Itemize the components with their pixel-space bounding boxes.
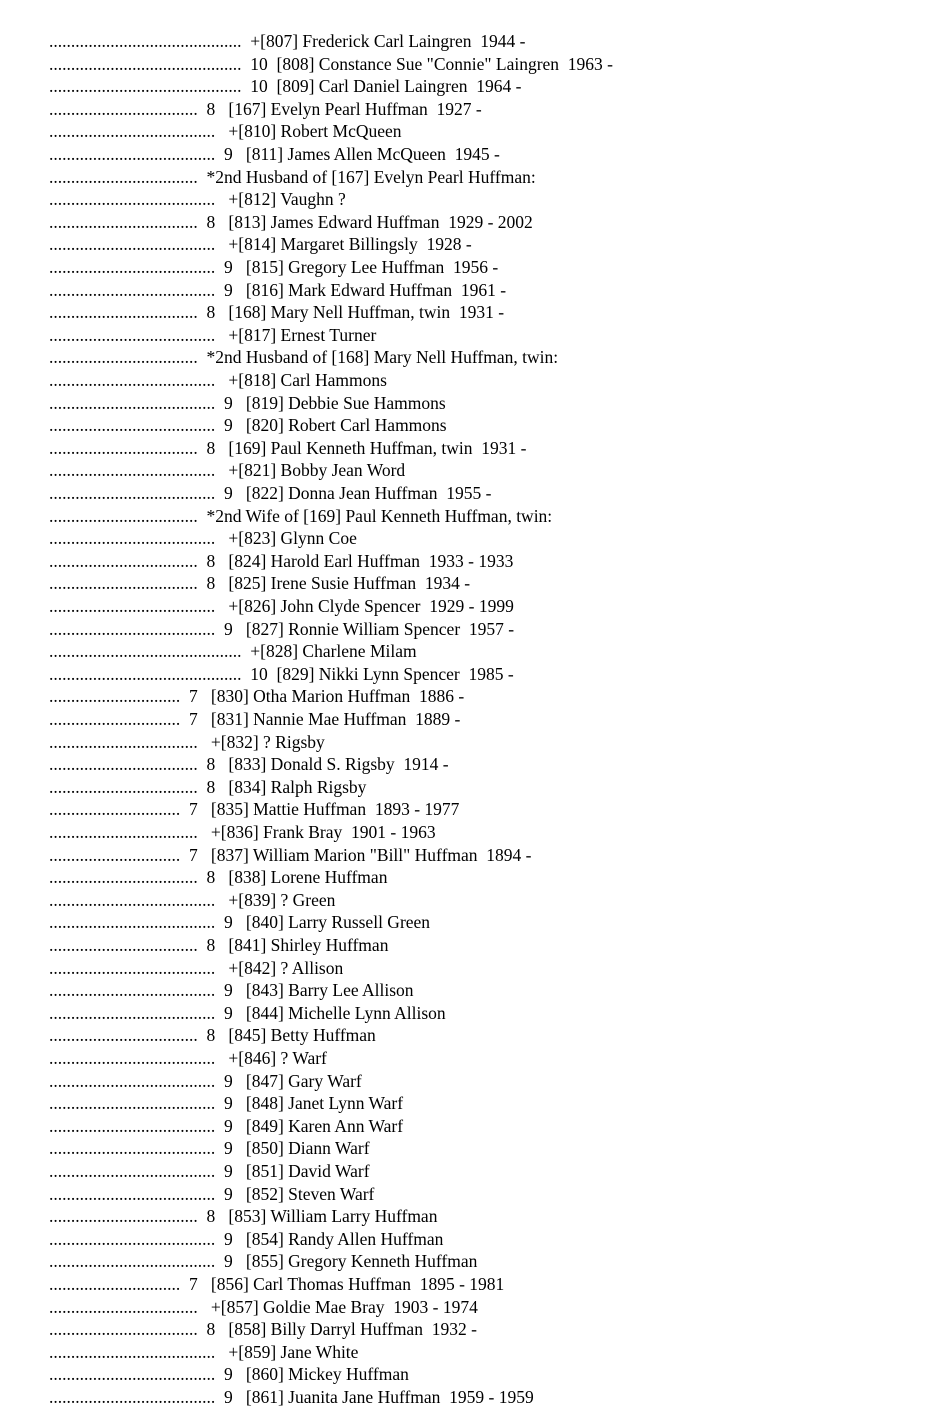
genealogy-spouse-line: ...................................... +[812] Vaughn ? (49, 189, 346, 210)
genealogy-person-line: ...................................... 9 [848] Janet Lynn Warf (49, 1093, 404, 1114)
genealogy-person-line: .............................. 7 [837] William Marion "Bill" Huffman 1894 - (49, 844, 532, 865)
genealogy-person-line: ...................................... 9 [811] James Allen McQueen 1945 - (49, 144, 500, 164)
genealogy-spouse-line: ...................................... +[846] ? Warf (49, 1048, 327, 1068)
genealogy-person-line: .............................. 7 [835] Mattie Huffman 1893 - 1977 (49, 799, 460, 820)
genealogy-person-line: ...................................... 9 [855] Gregory Kenneth Huffman (49, 1251, 478, 1272)
genealogy-spouse-line: .................................. +[836] Frank Bray 1901 - 1963 (49, 822, 436, 842)
genealogy-person-line: ...................................... 9 [844] Michelle Lynn Allison (49, 1002, 446, 1023)
genealogy-spouse-line: ...................................... +[818] Carl Hammons (49, 370, 387, 390)
genealogy-person-line: .................................. 8 [841] Shirley Huffman (49, 935, 389, 955)
genealogy-spouse-line: ............................................ +[807] Frederick Carl Laingren 1944 - (49, 31, 526, 51)
genealogy-spouse-line: ...................................... +[810] Robert McQueen (49, 121, 402, 142)
genealogy-person-line: .................................. 8 [858] Billy Darryl Huffman 1932 - (49, 1319, 477, 1340)
genealogy-person-line: .................................. 8 [845] Betty Huffman (49, 1025, 376, 1046)
genealogy-spouse-line: ...................................... +[842] ? Allison (49, 957, 344, 978)
genealogy-person-line: .................................. 8 [824] Harold Earl Huffman 1933 - 1933 (49, 550, 514, 571)
genealogy-spouse-line: .................................. +[832] ? Rigsby (49, 731, 325, 752)
genealogy-person-line: .................................. 8 [853] William Larry Huffman (49, 1206, 438, 1227)
genealogy-person-line: .................................. 8 [833] Donald S. Rigsby 1914 - (49, 754, 449, 775)
genealogy-person-line: .............................. 7 [831] Nannie Mae Huffman 1889 - (49, 709, 461, 729)
genealogy-person-line: ............................................ 10 [808] Constance Sue "Connie" Laingren 1963 - (49, 53, 614, 74)
genealogy-person-line: ...................................... 9 [815] Gregory Lee Huffman 1956 - (49, 257, 499, 277)
genealogy-person-line: .................................. 8 [167] Evelyn Pearl Huffman 1927 - (49, 98, 482, 119)
genealogy-spouse-line: .................................. +[857] Goldie Mae Bray 1903 - 1974 (49, 1296, 478, 1317)
genealogy-person-line: ...................................... 9 [822] Donna Jean Huffman 1955 - (49, 483, 492, 503)
genealogy-person-line: ...................................... 9 [854] Randy Allen Huffman (49, 1228, 444, 1249)
genealogy-spouse-line: ............................................ +[828] Charlene Milam (49, 641, 417, 662)
genealogy-person-line: ...................................... 9 [840] Larry Russell Green (49, 912, 431, 933)
genealogy-note-line: .................................. *2nd Husband of [167] Evelyn Pearl Huffman: (49, 166, 536, 187)
genealogy-note-line: .................................. *2nd Husband of [168] Mary Nell Huffman, twin: (49, 347, 559, 368)
genealogy-person-line: .................................. 8 [834] Ralph Rigsby (49, 776, 367, 797)
genealogy-person-line: ...................................... 9 [849] Karen Ann Warf (49, 1115, 404, 1136)
genealogy-person-line: ...................................... 9 [847] Gary Warf (49, 1070, 362, 1091)
genealogy-spouse-line: ...................................... +[839] ? Green (49, 889, 336, 910)
genealogy-person-line: ...................................... 9 [816] Mark Edward Huffman 1961 - (49, 279, 507, 300)
genealogy-person-line: ...................................... 9 [827] Ronnie William Spencer 1957 - (49, 618, 515, 639)
genealogy-spouse-line: ...................................... +[821] Bobby Jean Word (49, 460, 406, 481)
genealogy-person-line: ............................................ 10 [809] Carl Daniel Laingren 1964 - (49, 76, 522, 97)
genealogy-person-line: ............................................ 10 [829] Nikki Lynn Spencer 1985 - (49, 663, 514, 684)
genealogy-note-line: .................................. *2nd Wife of [169] Paul Kenneth Huffman, twin: (49, 505, 553, 526)
genealogy-person-line: ...................................... 9 [843] Barry Lee Allison (49, 980, 414, 1001)
genealogy-person-line: ...................................... 9 [820] Robert Carl Hammons (49, 415, 447, 436)
genealogy-person-line: .............................. 7 [856] Carl Thomas Huffman 1895 - 1981 (49, 1274, 505, 1294)
genealogy-person-line: ...................................... 9 [819] Debbie Sue Hammons (49, 392, 446, 413)
genealogy-spouse-line: ...................................... +[823] Glynn Coe (49, 528, 357, 549)
genealogy-person-line: .............................. 7 [830] Otha Marion Huffman 1886 - (49, 686, 465, 707)
genealogy-person-line: ...................................... 9 [850] Diann Warf (49, 1138, 370, 1159)
genealogy-spouse-line: ...................................... +[817] Ernest Turner (49, 324, 377, 345)
genealogy-person-line: .................................. 8 [825] Irene Susie Huffman 1934 - (49, 573, 471, 594)
genealogy-person-line: ...................................... 9 [860] Mickey Huffman (49, 1364, 409, 1385)
genealogy-person-line: .................................. 8 [838] Lorene Huffman (49, 867, 388, 888)
genealogy-person-line: ...................................... 9 [851] David Warf (49, 1161, 370, 1181)
genealogy-spouse-line: ...................................... +[826] John Clyde Spencer 1929 - 1999 (49, 596, 514, 616)
genealogy-person-line: .................................. 8 [168] Mary Nell Huffman, twin 1931 - (49, 302, 505, 323)
genealogy-person-line: .................................. 8 [813] James Edward Huffman 1929 - 2002 (49, 211, 533, 232)
genealogy-person-line: ...................................... 9 [852] Steven Warf (49, 1183, 375, 1204)
genealogy-person-line: .................................. 8 [169] Paul Kenneth Huffman, twin 1931 - (49, 437, 527, 458)
genealogy-spouse-line: ...................................... +[814] Margaret Billingsly 1928 - (49, 234, 472, 255)
genealogy-spouse-line: ...................................... +[859] Jane White (49, 1341, 359, 1362)
genealogy-person-line: ...................................... 9 [861] Juanita Jane Huffman 1959 - 1959 (49, 1387, 534, 1407)
